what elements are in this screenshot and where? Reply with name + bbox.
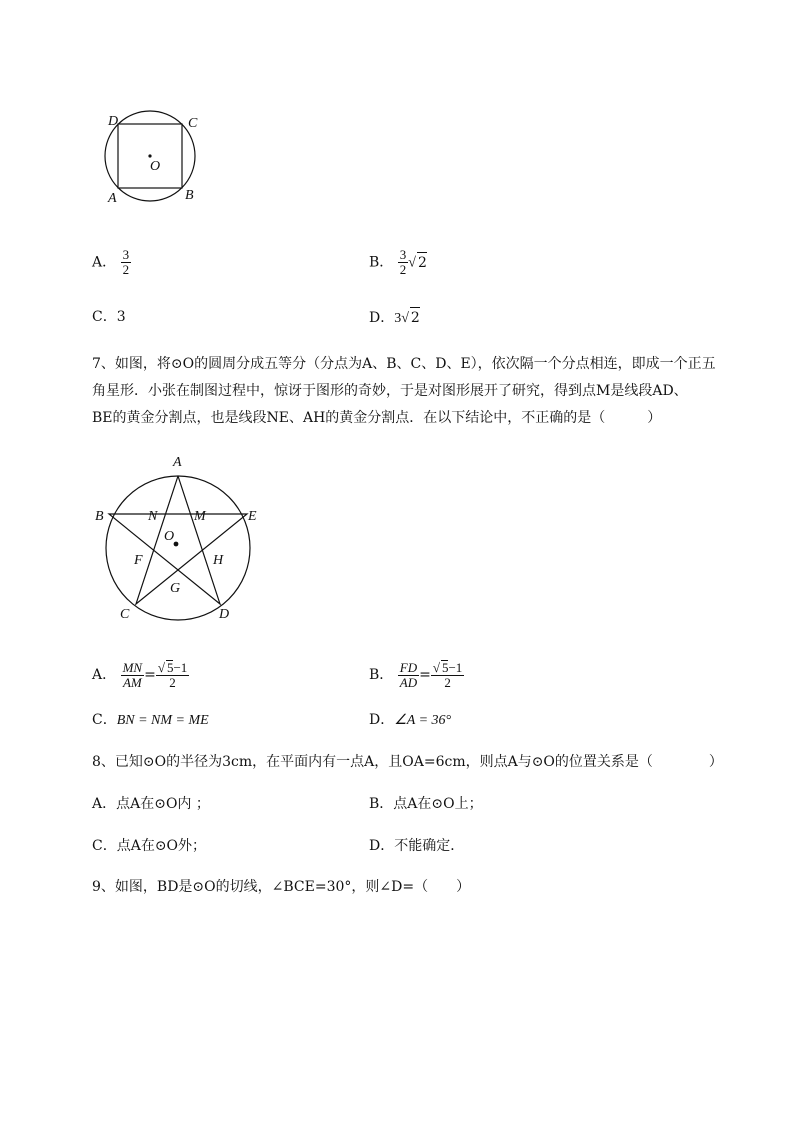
option-expression: BN = NM = ME [116, 713, 209, 728]
label-d: D [219, 607, 230, 622]
q7-option-c[interactable] [92, 710, 209, 731]
option-letter: B． [369, 254, 394, 271]
label-m: M [194, 509, 206, 524]
label-c: C [120, 607, 130, 622]
q7-stem-line1: 7、如图，将⊙O的圆周分成五等分（分点为A、B、C、D、E），依次隔一个分点相连，即成一个正五 [92, 356, 716, 372]
q8-stem: 8、已知⊙O的半径为3cm，在平面内有一点A，且OA=6cm，则点A与⊙O的位置关系是（ ） [92, 754, 723, 770]
q8-option-a[interactable]: A．点A在⊙O内 ； [92, 796, 210, 812]
q7-option-b[interactable]: B． $\frac{FD}{AD}$ = $\frac{√ 5-1}{2}$ [369, 659, 463, 690]
q7-stem-line2: 角星形．小张在制图过程中，惊讶于图形的奇妙，于是对图形展开了研究，得到点M是线段AD、 [92, 383, 688, 399]
option-letter: D． [369, 712, 395, 728]
q6-option-a[interactable] [92, 248, 131, 277]
label-b: B [95, 509, 104, 524]
option-letter: B． [369, 667, 394, 683]
fraction-lhs: $\frac{FD}{AD}$ [399, 659, 418, 690]
fraction-lhs: $\frac{MN}{AM}$ [122, 659, 143, 690]
label-b: B [185, 188, 194, 203]
option-letter: D． [369, 310, 395, 326]
circle-o [106, 476, 250, 620]
radicand: 2 [410, 307, 420, 328]
q6-option-d[interactable]: D．3√ 2 [369, 307, 420, 329]
option-letter: C． [92, 309, 117, 325]
fraction-rhs: $\frac{√ 5-1}{2}$ [432, 660, 463, 690]
radicand: 2 [417, 252, 427, 273]
option-letter: C． [92, 712, 117, 728]
label-h: H [213, 553, 224, 568]
label-a: A [108, 191, 117, 206]
q8-option-b[interactable]: B．点A在⊙O上； [369, 796, 483, 812]
q7-stem-line3: BE的黄金分割点，也是线段NE、AH的黄金分割点．在以下结论中，不正确的是（ ） [92, 410, 662, 426]
option-expression: ∠A = 36° [394, 713, 452, 728]
q8-option-c[interactable]: C．点A在⊙O外； [92, 838, 207, 854]
q8-option-d[interactable]: D．不能确定． [369, 838, 465, 854]
square-in-circle-figure [98, 108, 208, 208]
q9-stem: 9、如图，BD是⊙O的切线，∠BCE=30°，则∠D=（ ） [92, 879, 471, 895]
fraction-rhs: $\frac{√ 5-1}{2}$ [157, 660, 188, 690]
q7-option-d[interactable] [369, 710, 451, 731]
label-o: O [150, 159, 161, 174]
fraction: $\frac{3}{2}$ [122, 247, 130, 277]
option-letter: A． [92, 254, 117, 271]
label-a: A [173, 455, 182, 470]
center-point [174, 542, 179, 547]
label-c: C [188, 116, 198, 131]
label-e: E [248, 509, 257, 524]
center-point [148, 154, 151, 157]
q7-option-a[interactable]: A． $\frac{MN}{AM}$ = $\frac{√ 5-1}{2}$ [92, 659, 188, 690]
label-d: D [108, 114, 119, 129]
q6-option-b[interactable]: B． $\frac{3}{2}$ √ 2 [369, 247, 427, 277]
q6-option-c[interactable] [92, 307, 126, 327]
label-g: G [170, 581, 181, 596]
option-letter: A． [92, 667, 117, 683]
label-n: N [148, 509, 158, 524]
fraction: $\frac{3}{2}$ [399, 247, 407, 277]
option-value: 3 [116, 309, 126, 325]
pentagram-figure [90, 448, 270, 628]
label-f: F [134, 553, 143, 568]
label-o: O [164, 529, 175, 544]
